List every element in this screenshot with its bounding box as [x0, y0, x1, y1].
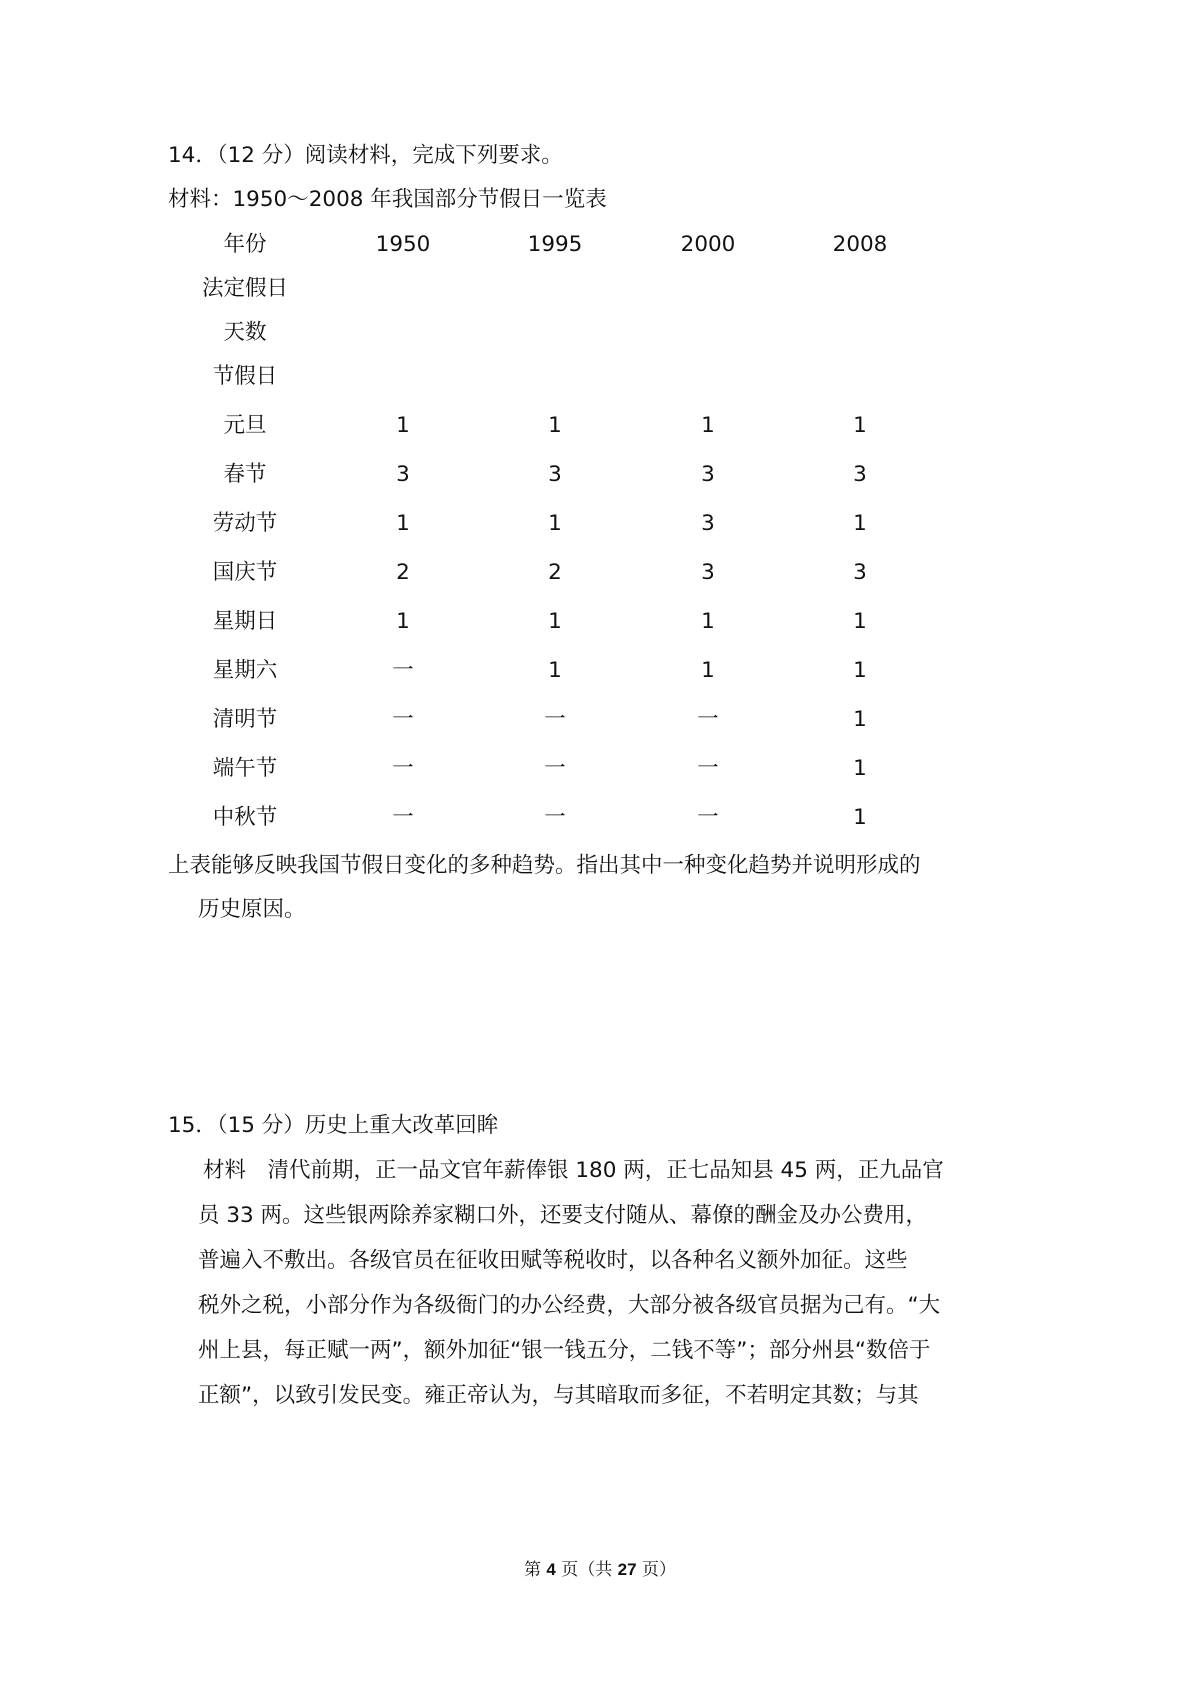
table-row-label: 元旦 [223, 413, 267, 438]
table-cell: 3 [396, 462, 410, 487]
footer-middle: 页（共 [555, 1560, 618, 1580]
table-cell: 1 [396, 413, 410, 438]
table-header-year-1995: 1995 [527, 232, 583, 257]
table-cell: 一 [392, 658, 414, 683]
table-cell: 1 [853, 511, 867, 536]
table-cell: 1 [548, 413, 562, 438]
table-header-year-2008: 2008 [832, 232, 888, 257]
footer-prefix: 第 [523, 1560, 547, 1580]
table-header-year-2000: 2000 [680, 232, 736, 257]
table-cell: 1 [853, 413, 867, 438]
table-corner-label: 节假日 [212, 364, 278, 389]
question-15-material-line: 材料 清代前期，正一品文官年薪俸银 180 两，正七品知县 45 两，正九品官 [203, 1158, 944, 1183]
table-row-label: 端午节 [212, 756, 278, 781]
table-cell: 3 [701, 560, 715, 585]
table-cell: 3 [548, 462, 562, 487]
table-cell: 一 [697, 707, 719, 732]
question-14-title: 14．（12 分）阅读材料，完成下列要求。 [168, 143, 563, 168]
table-cell: 一 [392, 707, 414, 732]
table-cell: 3 [701, 462, 715, 487]
table-cell: 一 [544, 756, 566, 781]
table-cell: 1 [701, 413, 715, 438]
table-cell: 1 [853, 658, 867, 683]
table-row-label: 中秋节 [212, 805, 278, 830]
table-cell: 2 [396, 560, 410, 585]
table-row-label: 星期六 [212, 658, 278, 683]
table-cell: 1 [853, 707, 867, 732]
question-15-material-line: 员 33 两。这些银两除养家糊口外，还要支付随从、幕僚的酬金及办公费用， [198, 1203, 928, 1228]
table-cell: 一 [392, 756, 414, 781]
table-cell: 1 [396, 511, 410, 536]
question-15-material-line: 正额”，以致引发民变。雍正帝认为，与其暗取而多征，不若明定其数；与其 [198, 1383, 919, 1408]
table-cell: 一 [697, 756, 719, 781]
question-14-material-caption: 材料：1950～2008 年我国部分节假日一览表 [168, 187, 607, 212]
question-15-title: 15．（15 分）历史上重大改革回眸 [168, 1113, 499, 1138]
table-cell: 1 [853, 609, 867, 634]
question-15-material-line: 税外之税，小部分作为各级衙门的办公经费，大部分被各级官员据为己有。“大 [198, 1293, 941, 1318]
table-corner-label: 天数 [223, 320, 267, 345]
table-row-label: 国庆节 [212, 560, 278, 585]
question-14-prompt-line: 历史原因。 [198, 897, 306, 922]
footer-total-pages: 27 [617, 1560, 637, 1579]
footer-suffix: 页） [636, 1560, 676, 1580]
question-14-prompt-line: 上表能够反映我国节假日变化的多种趋势。指出其中一种变化趋势并说明形成的 [168, 853, 921, 878]
table-cell: 一 [392, 805, 414, 830]
question-15-material-line: 普遍入不敷出。各级官员在征收田赋等税收时，以各种名义额外加征。这些 [198, 1248, 908, 1273]
table-cell: 1 [853, 805, 867, 830]
footer-page-number: 4 [546, 1560, 556, 1579]
table-cell: 一 [697, 805, 719, 830]
table-cell: 2 [548, 560, 562, 585]
table-cell: 1 [548, 658, 562, 683]
table-cell: 1 [853, 756, 867, 781]
table-cell: 1 [396, 609, 410, 634]
table-row-label: 星期日 [212, 609, 278, 634]
table-cell: 一 [544, 707, 566, 732]
table-row-label: 清明节 [212, 707, 278, 732]
table-header-year: 年份 [223, 232, 267, 257]
table-cell: 3 [701, 511, 715, 536]
table-corner-label: 法定假日 [201, 276, 288, 301]
table-row-label: 春节 [223, 462, 267, 487]
question-15-material-line: 州上县，每正赋一两”，额外加征“银一钱五分，二钱不等”；部分州县“数倍于 [198, 1338, 931, 1363]
table-cell: 1 [548, 511, 562, 536]
table-cell: 1 [701, 609, 715, 634]
table-cell: 3 [853, 462, 867, 487]
table-cell: 3 [853, 560, 867, 585]
table-cell: 1 [701, 658, 715, 683]
table-header-year-1950: 1950 [375, 232, 431, 257]
page-footer [0, 1558, 1200, 1582]
table-cell: 一 [544, 805, 566, 830]
table-cell: 1 [548, 609, 562, 634]
table-row-label: 劳动节 [212, 511, 278, 536]
